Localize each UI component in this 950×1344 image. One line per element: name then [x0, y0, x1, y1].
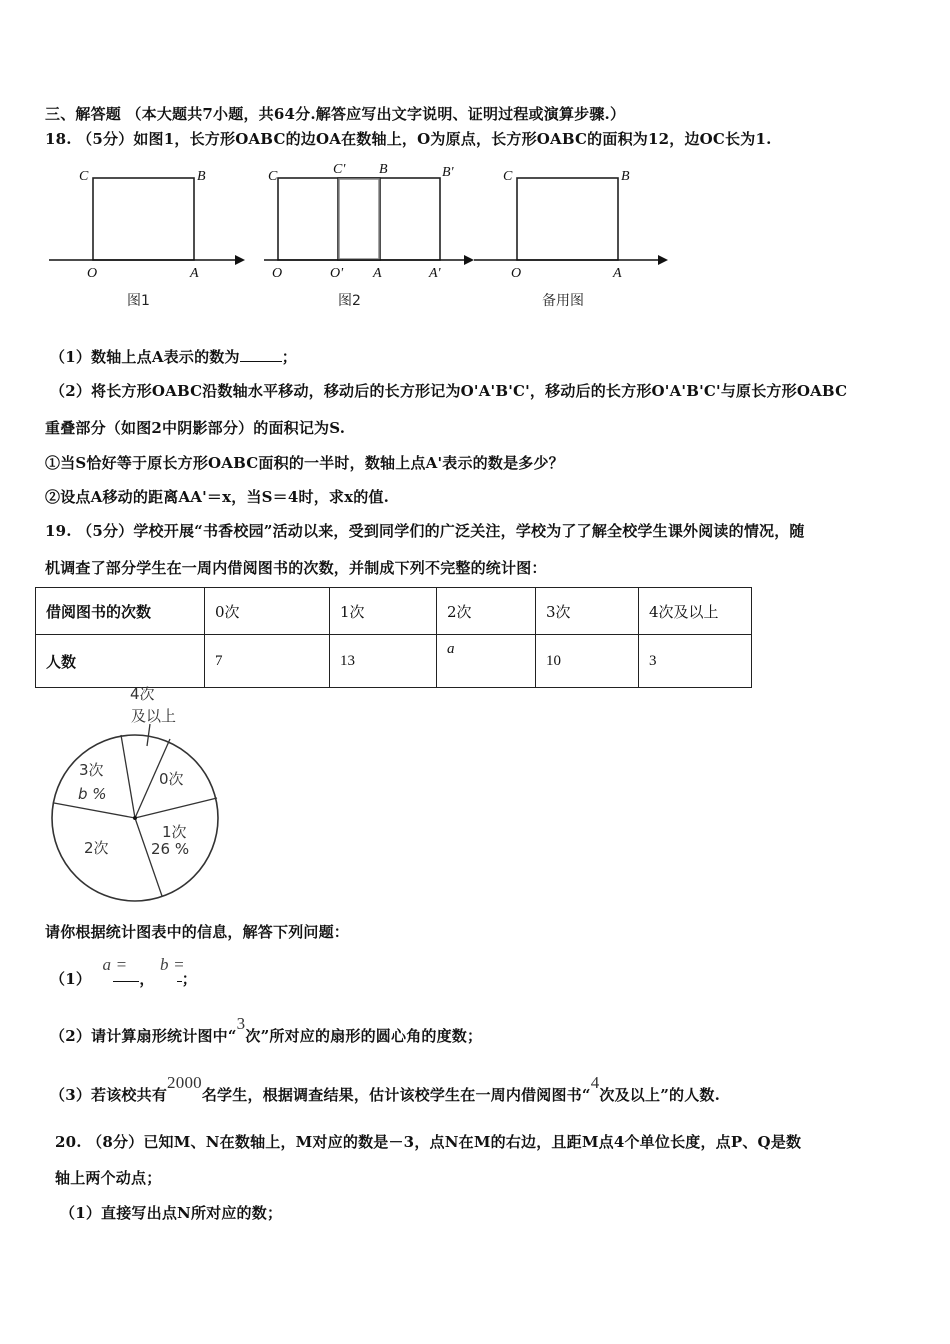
label-B-prime: B' [442, 165, 454, 180]
answer-blank[interactable] [240, 349, 282, 362]
figure-2 [262, 160, 477, 315]
table-cell: 13 [330, 635, 437, 688]
q19-prompt: 请你根据统计图表中的信息，解答下列问题： [45, 923, 350, 941]
table-cell: 1次 [330, 588, 437, 635]
q19-part3 [50, 1073, 721, 1105]
q20-stem-line1: 20. （8分）已知M、N在数轴上，M对应的数是－3，点N在M的右边，且距M点4个单位长度，点P、Q是数 [55, 1133, 802, 1151]
q18-part2-line2: 重叠部分（如图2中阴影部分）的面积记为S. [45, 419, 346, 437]
label-A: A [190, 266, 199, 281]
table-cell: 人数 [36, 635, 205, 688]
q19-part3-num2: 4 [590, 1073, 600, 1092]
table-cell: 7 [205, 635, 330, 688]
q19-stem-line1: 19. （5分）学校开展“书香校园”活动以来，受到同学们的广泛关注，学校为了了解全校学生课外阅读的情况，随 [45, 522, 805, 540]
q18-part1-text: （1）数轴上点A表示的数为 [50, 348, 240, 366]
q18-sub2: ②设点A移动的距离AA'＝x，当S＝4时，求x的值. [45, 488, 390, 506]
pie-label-1-percent: 26 % [151, 840, 190, 858]
q19-part2-post: 次”所对应的扇形的圆心角的度数； [245, 1027, 483, 1045]
label-B: B [621, 169, 630, 184]
q19-part2 [50, 1014, 483, 1046]
q19-part1-prefix: （1） [50, 970, 92, 988]
label-B: B [197, 169, 206, 184]
table-header-row [36, 588, 752, 635]
table-cell: 3 [639, 635, 752, 688]
label-C: C [79, 169, 89, 184]
pie-label-3: 3次 [79, 761, 104, 779]
label-A-prime: A' [429, 266, 441, 281]
figure-1 [45, 160, 255, 315]
pie-label-1: 1次 [162, 823, 187, 841]
q19-part2-num: 3 [236, 1014, 246, 1033]
figure-backup-caption: 备用图 [542, 293, 584, 309]
borrow-count-table [35, 587, 752, 688]
table-cell: 4次及以上 [639, 588, 752, 635]
comma: ， [139, 970, 155, 988]
q19-part3-pre: （3）若该校共有 [50, 1086, 168, 1104]
section-header: 三、解答题 （本大题共7小题，共64分.解答应写出文字说明、证明过程或演算步骤.） [45, 105, 626, 123]
figure-1-caption: 图1 [127, 293, 150, 309]
answer-blank-a[interactable] [113, 969, 139, 982]
label-O: O [87, 266, 98, 281]
pie-chart [45, 682, 235, 907]
q19-part3-num: 2000 [167, 1073, 202, 1092]
label-C: C [268, 169, 278, 184]
q18-stem: 18. （5分）如图1，长方形OABC的边OA在数轴上，O为原点，长方形OABC的面积为12，边OC长为1. [45, 130, 772, 148]
table-cell: 10 [536, 635, 639, 688]
q18-sub1: ①当S恰好等于原长方形OABC面积的一半时，数轴上点A'表示的数是多少？ [45, 454, 564, 472]
q20-part1: （1）直接写出点N所对应的数； [60, 1204, 283, 1222]
q18-part1 [50, 346, 297, 367]
table-cell: a [437, 635, 536, 688]
q19-part2-pre: （2）请计算扇形统计图中“ [50, 1027, 237, 1045]
table-cell: 借阅图书的次数 [36, 588, 205, 635]
var-a: a = [102, 955, 128, 974]
label-C-prime: C' [333, 162, 346, 177]
q19-part3-mid: 名学生，根据调查结果，估计该校学生在一周内借阅图书“ [201, 1086, 591, 1104]
q18-part1-end: ； [281, 348, 297, 366]
table-cell: 0次 [205, 588, 330, 635]
table-cell: 3次 [536, 588, 639, 635]
label-O: O [511, 266, 522, 281]
label-O-prime: O' [330, 266, 344, 281]
label-C: C [503, 169, 513, 184]
pie-label-4plus-line2: 及以上 [131, 707, 177, 725]
pie-label-2: 2次 [84, 839, 109, 857]
table-cell: 2次 [437, 588, 536, 635]
figure-backup [470, 160, 675, 315]
q19-part1 [50, 955, 197, 988]
semicolon: ； [181, 970, 197, 988]
figure-2-caption: 图2 [338, 293, 361, 309]
q18-part2-line1: （2）将长方形OABC沿数轴水平移动，移动后的长方形记为O'A'B'C'，移动后的长方形O'A'B'C'与原长方形OABC [50, 382, 848, 400]
var-b: b = [159, 955, 185, 974]
label-A: A [613, 266, 622, 281]
q19-stem-line2: 机调查了部分学生在一周内借阅图书的次数，并制成下列不完整的统计图： [45, 559, 547, 577]
pie-label-3-percent: b % [78, 785, 107, 803]
pie-label-4plus: 4次 [130, 685, 155, 703]
q20-stem-line2: 轴上两个动点； [55, 1169, 162, 1187]
label-B: B [379, 162, 388, 177]
q19-part3-post: 次及以上”的人数. [599, 1086, 721, 1104]
label-A: A [373, 266, 382, 281]
table-row [36, 635, 752, 688]
label-O: O [272, 266, 283, 281]
pie-label-0: 0次 [159, 770, 184, 788]
